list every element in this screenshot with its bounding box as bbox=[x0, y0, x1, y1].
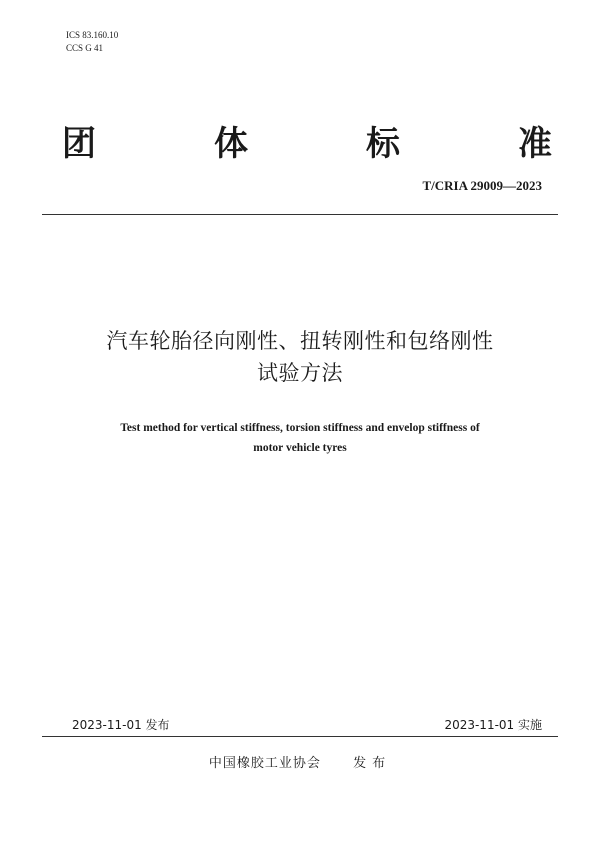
issue-date: 2023-11-01 发布 bbox=[72, 718, 170, 732]
ics-code: ICS 83.160.10 bbox=[66, 30, 119, 40]
bottom-divider bbox=[42, 736, 558, 737]
english-title-line: Test method for vertical stiffness, torsion stiffness and envelop stiffness of bbox=[120, 422, 480, 434]
top-divider bbox=[42, 214, 558, 215]
chinese-title-line: 试验方法 bbox=[257, 361, 343, 385]
chinese-title bbox=[40, 325, 560, 389]
chinese-title-line: 汽车轮胎径向刚性、扭转刚性和包络刚性 bbox=[106, 329, 494, 353]
publisher-line bbox=[0, 752, 600, 771]
ccs-code: CCS G 41 bbox=[66, 43, 104, 53]
standard-number: T/CRIA 29009—2023 bbox=[422, 178, 542, 193]
english-title-line: motor vehicle tyres bbox=[253, 442, 347, 454]
standard-type-char: 体 bbox=[214, 123, 248, 164]
publisher-action: 发布 bbox=[353, 756, 392, 771]
standard-type-char: 准 bbox=[518, 123, 552, 164]
standard-type-heading bbox=[62, 118, 552, 162]
publisher-organization: 中国橡胶工业协会 bbox=[208, 756, 321, 771]
english-title bbox=[40, 418, 560, 458]
standard-type-char: 标 bbox=[366, 123, 400, 164]
standard-type-char: 团 bbox=[62, 123, 96, 164]
implementation-date: 2023-11-01 实施 bbox=[444, 718, 542, 732]
